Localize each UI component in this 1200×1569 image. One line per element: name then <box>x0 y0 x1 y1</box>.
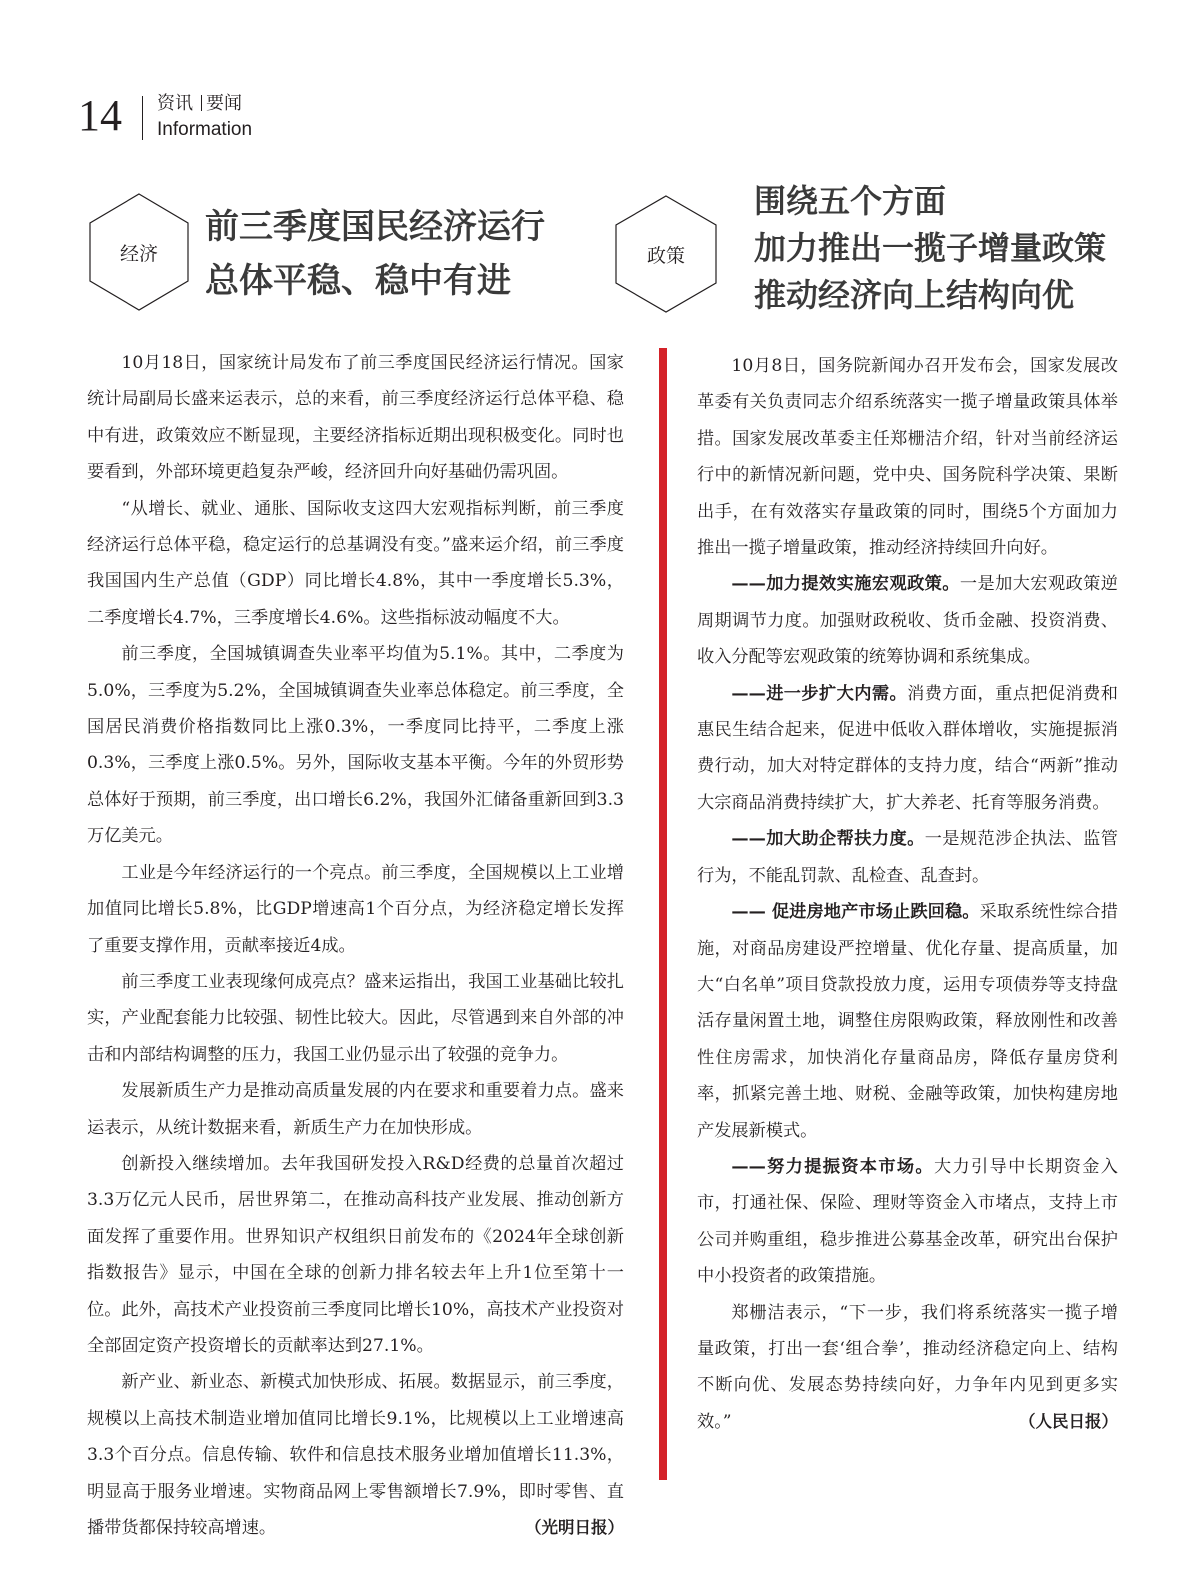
page-number: 14 <box>78 91 122 140</box>
paragraph: 10月18日，国家统计局发布了前三季度国民经济运行情况。国家统计局副局长盛来运表示，总的来看，前三季度经济运行总体平稳、稳中有进，政策效应不断显现，主要经济指标近期出现积极变化。同时也要看到，外部环境更趋复杂严峻，经济回升向好基础仍需巩固。 <box>87 353 624 483</box>
paragraph <box>87 1364 624 1546</box>
policy-point <box>697 1149 1118 1295</box>
paragraph <box>697 1295 1118 1441</box>
left-article-title <box>205 200 545 308</box>
right-title-line-1: 围绕五个方面 <box>754 182 947 220</box>
right-title-line-2: 加力推出一揽子增量政策 <box>754 229 1107 267</box>
section-separator <box>201 95 202 111</box>
policy-point-lead: ——努力提振资本市场。 <box>731 1156 934 1177</box>
policy-tag-label: 政策 <box>646 244 685 267</box>
policy-point <box>697 566 1118 675</box>
section-label <box>157 92 397 116</box>
paragraph: 创新投入继续增加。去年我国研发投入R&D经费的总量首次超过3.3万亿元人民币，居世界第二，在推动高科技产业发展、推动创新方面发挥了重要作用。世界知识产权组织日前发布的《2024年全球创新指数报告》显示，中国在全球的创新力排名较去年上升1位至第十一位。此外，高技术产业投资前三季度同比增长10%，高技术产业投资对全部固定资产投资增长的贡献率达到27.1%。 <box>87 1153 624 1356</box>
subsection-zh: 要闻 <box>206 93 242 114</box>
section-zh: 资讯 <box>157 93 193 114</box>
policy-point-lead: ——加力提效实施宏观政策。 <box>731 574 960 595</box>
section-en: Information <box>157 119 253 140</box>
policy-point-text: 大力引导中长期资金入市，打通社保、保险、理财等资金入市堵点，支持上市公司并购重组，稳步推进公募基金改革，研究出台保护中小投资者的政策措施。 <box>697 1156 1118 1287</box>
policy-point <box>697 894 1118 1149</box>
left-article-body <box>87 345 624 1546</box>
policy-point-text: 一是规范涉企执法、监管行为，不能乱罚款、乱检查、乱查封。 <box>697 829 1118 886</box>
paragraph-text: 新产业、新业态、新模式加快形成、拓展。数据显示，前三季度，规模以上高技术制造业增加值同比增长9.1%，比规模以上工业增速高3.3个百分点。信息传输、软件和信息技术服务业增加值增长11.3%，明显高于服务业增速。实物商品网上零售额增长7.9%，即时零售、直播带货都保持较高增速。 <box>87 1372 624 1538</box>
paragraph: 前三季度，全国城镇调查失业率平均值为5.1%。其中，二季度为5.0%，三季度为5.2%，全国城镇调查失业率总体稳定。前三季度，全国居民消费价格指数同比上涨0.3%，一季度同比持平，二季度上涨0.3%，三季度上涨0.5%。另外，国际收支基本平衡。今年的外贸形势总体好于预期，前三季度，出口增长6.2%，我国外汇储备重新回到3.3万亿美元。 <box>87 644 624 847</box>
right-article-body <box>697 348 1118 1440</box>
right-title-line-3: 推动经济向上结构向优 <box>754 276 1075 314</box>
right-article-title <box>754 178 1106 319</box>
paragraph: 10月8日，国务院新闻办召开发布会，国家发展改革委有关负责同志介绍系统落实一揽子增量政策具体举措。国家发展改革委主任郑栅洁介绍，针对当前经济运行中的新情况新问题，党中央、国务院科学决策、果断出手，在有效落实存量政策的同时，围绕5个方面加力推出一揽子增量政策，推动经济持续回升向好。 <box>697 356 1118 559</box>
economy-tag-label: 经济 <box>119 242 158 265</box>
paragraph: 前三季度工业表现缘何成亮点？盛来运指出，我国工业基础比较扎实，产业配套能力比较强、韧性比较大。因此，尽管遇到来自外部的冲击和内部结构调整的压力，我国工业仍显示出了较强的竞争力。 <box>87 971 624 1065</box>
policy-point-lead: —— 促进房地产市场止跌回稳。 <box>731 902 980 923</box>
left-title-line-2: 总体平稳、稳中有进 <box>205 261 511 301</box>
policy-point <box>697 676 1118 822</box>
right-source: （人民日报） <box>1019 1411 1118 1431</box>
paragraph: 发展新质生产力是推动高质量发展的内在要求和重要着力点。盛来运表示，从统计数据来看，新质生产力在加快形成。 <box>87 1081 624 1138</box>
paragraph-text: 郑栅洁表示，“下一步，我们将系统落实一揽子增量政策，打出一套‘组合拳’，推动经济稳定向上、结构不断向优、发展态势持续向好，力争年内见到更多实效。” <box>697 1302 1118 1432</box>
header-divider <box>142 96 143 140</box>
policy-tag <box>614 194 718 314</box>
policy-point <box>697 821 1118 894</box>
policy-point-text: 采取系统性综合措施，对商品房建设严控增量、优化存量、提高质量，加大“白名单”项目贷款投放力度，运用专项债券等支持盘活存量闲置土地，调整住房限购政策，释放刚性和改善性住房需求，加快消化存量商品房，降低存量房贷利率，抓紧完善土地、财税、金融等政策，加快构建房地产发展新模式。 <box>697 902 1118 1141</box>
policy-point-lead: ——加大助企帮扶力度。 <box>731 829 925 850</box>
policy-point-lead: ——进一步扩大内需。 <box>731 683 908 704</box>
paragraph: “从增长、就业、通胀、国际收支这四大宏观指标判断，前三季度经济运行总体平稳，稳定运行的总基调没有变。”盛来运介绍，前三季度我国国内生产总值（GDP）同比增长4.8%，其中一季度增长5.3%，二季度增长4.7%，三季度增长4.6%。这些指标波动幅度不大。 <box>87 498 624 628</box>
left-source: （光明日报） <box>525 1518 624 1537</box>
column-divider <box>659 348 667 1480</box>
policy-point-text: 消费方面，重点把促消费和惠民生结合起来，促进中低收入群体增收，实施提振消费行动，加大对特定群体的支持力度，结合“两新”推动大宗商品消费持续扩大，扩大养老、托育等服务消费。 <box>697 683 1118 813</box>
policy-point-text: 一是加大宏观政策逆周期调节力度。加强财政税收、货币金融、投资消费、收入分配等宏观政策的统筹协调和系统集成。 <box>697 574 1118 668</box>
left-title-line-1: 前三季度国民经济运行 <box>205 207 545 247</box>
economy-tag <box>88 192 190 312</box>
paragraph: 工业是今年经济运行的一个亮点。前三季度，全国规模以上工业增加值同比增长5.8%，比GDP增速高1个百分点，为经济稳定增长发挥了重要支撑作用，贡献率接近4成。 <box>87 862 624 956</box>
